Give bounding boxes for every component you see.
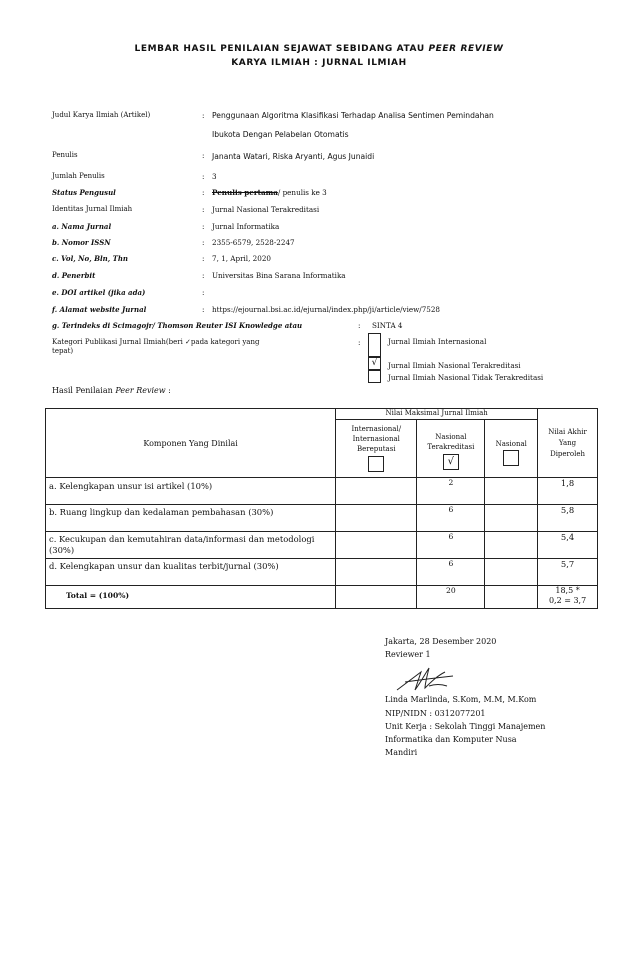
nasional-header-text: Nasional: [495, 440, 527, 448]
colon: :: [202, 205, 205, 214]
vol-value: 7, 1, April, 2020: [212, 254, 271, 263]
nilai-maksimal-header: Nilai Maksimal Jurnal Ilmiah: [336, 409, 538, 420]
nilai-akhir-cell: 5,4: [538, 532, 598, 559]
nasional-cell: [485, 505, 538, 532]
komponen-cell: b. Ruang lingkup dan kedalaman pembahasan (30%): [46, 505, 336, 532]
kategori-label-line-1: Kategori Publikasi Jurnal Ilmiah(beri ✓pada kategori yang: [52, 338, 260, 346]
kategori-option-internasional: Jurnal Ilmiah Internasional: [388, 337, 487, 346]
reviewer-name: Linda Marlinda, S.Kom, M.M, M.Kom: [385, 695, 537, 704]
nama-jurnal-value: Jurnal Informatika: [212, 222, 280, 231]
komponen-cell: a. Kelengkapan unsur isi artikel (10%): [46, 478, 336, 505]
nasional-header: [485, 420, 538, 478]
table-row: [46, 532, 598, 559]
internasional-cell: [336, 532, 417, 559]
nasional-terakreditasi-cell: 6: [417, 505, 485, 532]
identitas-value: Jurnal Nasional Terakreditasi: [212, 205, 320, 214]
penulis-label: Penulis: [52, 151, 78, 159]
nasional-total-cell: [485, 586, 538, 609]
status-text: / penulis ke 3: [277, 188, 327, 197]
internasional-total-cell: [336, 586, 417, 609]
judul-value-line-1: Penggunaan Algoritma Klasifikasi Terhadap Analisa Sentimen Pemindahan: [212, 111, 494, 120]
internasional-header: [336, 420, 417, 478]
nasional-terakreditasi-total: 20: [417, 586, 485, 609]
colon: :: [202, 288, 205, 297]
penerbit-label: d. Penerbit: [52, 271, 96, 280]
nasional-terakreditasi-cell: 2: [417, 478, 485, 505]
place-date: Jakarta, 28 Desember 2020: [385, 637, 497, 646]
nama-jurnal-label: a. Nama Jurnal: [52, 222, 112, 231]
hasil-label-colon: :: [165, 386, 171, 395]
status-label: Status Pengusul: [52, 188, 116, 197]
nilai-akhir-cell: 5,7: [538, 559, 598, 586]
jumlah-penulis-label: Jumlah Penulis: [52, 172, 105, 180]
kategori-option-nasional-tidak-terakreditasi: Jurnal Ilmiah Nasional Tidak Terakreditasi: [388, 373, 544, 382]
reviewer-label: Reviewer 1: [385, 650, 431, 659]
penulis-value: Jananta Watari, Riska Aryanti, Agus Junaidi: [212, 152, 375, 161]
colon: :: [202, 254, 205, 263]
nasional-cell: [485, 532, 538, 559]
table-row: [46, 505, 598, 532]
vol-label: c. Vol, No, Bln, Thn: [52, 254, 128, 263]
status-struck-text: Penulis pertama: [212, 188, 278, 197]
handwritten-signature: [395, 664, 455, 694]
internasional-checkbox[interactable]: [368, 456, 384, 472]
nasional-terakreditasi-header-text: Nasional Terakreditasi: [427, 433, 475, 451]
colon: :: [202, 188, 205, 197]
form-title-line-1: [0, 44, 638, 54]
nilai-akhir-total: [538, 586, 598, 609]
form-title-italic: PEER REVIEW: [428, 44, 504, 54]
colon: :: [202, 151, 205, 160]
judul-label: Judul Karya Ilmiah (Artikel): [52, 111, 151, 119]
colon: :: [202, 238, 205, 247]
internasional-header-text: Internasional/ Internasional Bereputasi: [351, 425, 402, 453]
form-title-text: LEMBAR HASIL PENILAIAN SEJAWAT SEBIDANG ATAU: [134, 44, 429, 54]
table-row: [46, 559, 598, 586]
status-value: [212, 188, 327, 198]
internasional-cell: [336, 505, 417, 532]
colon: :: [202, 111, 205, 120]
identitas-label: Identitas Jurnal Ilmiah: [52, 205, 133, 213]
terindeks-value: SINTA 4: [372, 321, 403, 330]
nasional-terakreditasi-cell: 6: [417, 559, 485, 586]
nasional-cell: [485, 559, 538, 586]
issn-label: b. Nomor ISSN: [52, 238, 111, 247]
nasional-terakreditasi-checkbox[interactable]: √: [443, 454, 459, 470]
reviewer-nip: NIP/NIDN : 0312077201: [385, 709, 486, 718]
table-row: [46, 478, 598, 505]
total-label: Total = (100%): [46, 586, 336, 609]
colon: :: [358, 321, 361, 330]
colon: :: [358, 338, 361, 347]
reviewer-unit-line-1: Unit Kerja : Sekolah Tinggi Manajemen: [385, 722, 546, 731]
hasil-label-text: Hasil Penilaian: [52, 386, 116, 395]
colon: :: [202, 271, 205, 280]
colon: :: [202, 172, 205, 181]
doi-label: e. DOI artikel (jika ada): [52, 288, 146, 297]
nasional-checkbox[interactable]: [503, 450, 519, 466]
nasional-cell: [485, 478, 538, 505]
alamat-value: https://ejournal.bsi.ac.id/ejurnal/index.php/ji/article/view/7528: [212, 305, 441, 314]
kategori-checkbox-nasional-terakreditasi[interactable]: √: [368, 357, 381, 370]
nilai-akhir-total-line-2: 0,2 = 3,7: [548, 596, 587, 605]
penerbit-value: Universitas Bina Sarana Informatika: [212, 271, 346, 280]
nilai-akhir-header: Nilai Akhir Yang Diperoleh: [538, 409, 598, 478]
colon: :: [202, 305, 205, 314]
internasional-cell: [336, 478, 417, 505]
grading-table: [45, 408, 598, 609]
kategori-label-line-2: tepat): [52, 347, 74, 355]
kategori-checkbox-nasional-tidak-terakreditasi[interactable]: [368, 370, 381, 383]
reviewer-unit-line-3: Mandiri: [385, 748, 418, 757]
nilai-akhir-cell: 1,8: [538, 478, 598, 505]
nilai-akhir-total-line-1: 18,5 *: [555, 586, 580, 595]
colon: :: [202, 222, 205, 231]
komponen-cell: d. Kelengkapan unsur dan kualitas terbit/jurnal (30%): [46, 559, 336, 586]
hasil-penilaian-label: [52, 386, 171, 396]
alamat-label: f. Alamat website Jurnal: [52, 305, 147, 314]
nilai-akhir-cell: 5,8: [538, 505, 598, 532]
nasional-terakreditasi-header: [417, 420, 485, 478]
hasil-label-italic: Peer Review: [115, 386, 166, 395]
form-title-line-2: KARYA ILMIAH : JURNAL ILMIAH: [231, 58, 407, 68]
kategori-option-nasional-terakreditasi: Jurnal Ilmiah Nasional Terakreditasi: [388, 361, 521, 370]
judul-value-line-2: Ibukota Dengan Pelabelan Otomatis: [212, 130, 349, 139]
kategori-label: [52, 338, 342, 356]
reviewer-unit-line-2: Informatika dan Komputer Nusa: [385, 735, 517, 744]
kategori-checkbox-internasional[interactable]: [368, 333, 381, 357]
nasional-terakreditasi-cell: 6: [417, 532, 485, 559]
total-row: [46, 586, 598, 609]
terindeks-label: g. Terindeks di Scimagojr/ Thomson Reuter ISI Knowledge atau: [52, 321, 303, 330]
komponen-header: Komponen Yang Dinilai: [46, 409, 336, 478]
internasional-cell: [336, 559, 417, 586]
komponen-cell: c. Kecukupan dan kemutahiran data/informasi dan metodologi (30%): [46, 532, 336, 559]
issn-value: 2355-6579, 2528-2247: [212, 238, 295, 247]
jumlah-penulis-value: 3: [212, 172, 217, 181]
